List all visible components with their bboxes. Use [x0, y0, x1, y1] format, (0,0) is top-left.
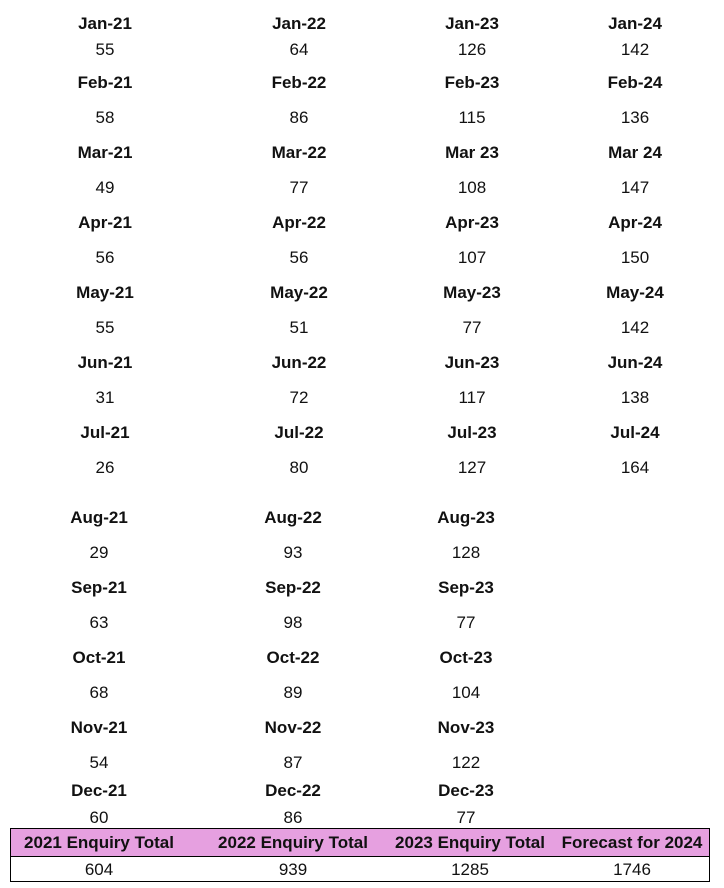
- enquiry-count: 86: [289, 108, 309, 127]
- total-2021-header: 2021 Enquiry Total: [24, 832, 174, 852]
- enquiry-count: 98: [283, 613, 303, 632]
- month-label: Oct-21: [72, 648, 126, 667]
- enquiry-count: 104: [451, 683, 481, 702]
- enquiry-count: 89: [283, 683, 303, 702]
- enquiry-count: 126: [457, 40, 487, 59]
- enquiry-count: 138: [620, 388, 650, 407]
- enquiry-count: 115: [458, 108, 486, 127]
- total-2022-value: 939: [278, 859, 308, 879]
- enquiry-count: 93: [283, 543, 303, 562]
- month-label: Dec-23: [438, 781, 494, 800]
- month-label: Aug-22: [264, 508, 322, 527]
- enquiry-count: 54: [89, 753, 109, 772]
- month-label: Feb-23: [444, 73, 500, 92]
- enquiry-count: 136: [620, 108, 650, 127]
- month-label: Apr-22: [272, 213, 326, 232]
- enquiry-count: 77: [289, 178, 309, 197]
- enquiry-count: 49: [95, 178, 115, 197]
- total-2022-header: 2022 Enquiry Total: [218, 832, 368, 852]
- month-label: Jul-24: [610, 423, 660, 442]
- totals-value-row: [11, 857, 709, 882]
- total-2021-value: 604: [84, 859, 114, 879]
- enquiry-count: 31: [95, 388, 115, 407]
- enquiry-count: 142: [620, 318, 650, 337]
- enquiry-count: 58: [95, 108, 115, 127]
- enquiry-count: 60: [89, 808, 109, 827]
- enquiry-count: 55: [95, 40, 115, 59]
- enquiry-count: 86: [283, 808, 303, 827]
- month-label: Feb-21: [77, 73, 133, 92]
- month-label: Apr-24: [608, 213, 662, 232]
- total-2023-header: 2023 Enquiry Total: [395, 832, 545, 852]
- month-label: Nov-21: [70, 718, 128, 737]
- month-label: Nov-23: [437, 718, 495, 737]
- month-label: Dec-21: [71, 781, 127, 800]
- enquiry-count: 77: [462, 318, 482, 337]
- enquiry-count: 117: [458, 388, 486, 407]
- enquiry-totals-table: [10, 828, 710, 882]
- month-label: Apr-21: [78, 213, 132, 232]
- month-label: Jul-22: [274, 423, 324, 442]
- month-label: Nov-22: [264, 718, 322, 737]
- month-label: Sep-21: [71, 578, 127, 597]
- enquiry-count: 164: [620, 458, 650, 477]
- enquiry-count: 26: [95, 458, 115, 477]
- totals-header-row: [11, 829, 709, 857]
- month-label: Sep-23: [438, 578, 494, 597]
- month-label: Jun-24: [607, 353, 663, 372]
- enquiry-count: 55: [95, 318, 115, 337]
- enquiry-count: 68: [89, 683, 109, 702]
- enquiry-count: 56: [95, 248, 115, 267]
- enquiry-count: 51: [289, 318, 309, 337]
- enquiry-count: 128: [451, 543, 481, 562]
- month-label: Mar-21: [77, 143, 133, 162]
- month-label: Jun-22: [271, 353, 327, 372]
- enquiry-count: 72: [289, 388, 309, 407]
- month-label: May-23: [443, 283, 501, 302]
- enquiry-count: 108: [457, 178, 487, 197]
- forecast-2024-value: 1746: [613, 859, 651, 879]
- month-label: Aug-21: [70, 508, 128, 527]
- enquiry-count: 77: [456, 808, 476, 827]
- enquiry-count: 63: [89, 613, 109, 632]
- month-label: May-22: [270, 283, 328, 302]
- month-label: Jul-21: [80, 423, 130, 442]
- enquiry-count: 122: [451, 753, 481, 772]
- month-label: Oct-23: [439, 648, 493, 667]
- month-label: Apr-23: [445, 213, 499, 232]
- forecast-2024-header: Forecast for 2024: [561, 832, 703, 852]
- enquiry-count: 77: [456, 613, 476, 632]
- month-label: Mar-22: [271, 143, 327, 162]
- enquiry-count: 87: [283, 753, 303, 772]
- month-label: Jun-23: [444, 353, 500, 372]
- month-label: Sep-22: [265, 578, 321, 597]
- enquiry-count: 64: [289, 40, 309, 59]
- month-label: Aug-23: [437, 508, 495, 527]
- month-label: Mar 23: [445, 143, 499, 162]
- month-label: Dec-22: [265, 781, 321, 800]
- month-label: Jan-22: [272, 14, 326, 33]
- total-2023-value: 1285: [451, 859, 489, 879]
- enquiry-count: 150: [620, 248, 650, 267]
- month-label: Mar 24: [608, 143, 662, 162]
- enquiry-count: 147: [620, 178, 650, 197]
- enquiry-count: 29: [89, 543, 109, 562]
- enquiry-count: 107: [457, 248, 487, 267]
- month-label: Jun-21: [77, 353, 133, 372]
- month-label: May-24: [606, 283, 664, 302]
- month-label: Jan-23: [445, 14, 499, 33]
- enquiry-count: 127: [457, 458, 487, 477]
- month-label: Jan-21: [78, 14, 132, 33]
- month-label: Jan-24: [608, 14, 662, 33]
- month-label: Jul-23: [447, 423, 497, 442]
- month-label: Feb-24: [607, 73, 663, 92]
- enquiry-count: 142: [620, 40, 650, 59]
- enquiry-count: 56: [289, 248, 309, 267]
- month-label: Feb-22: [271, 73, 327, 92]
- month-label: May-21: [76, 283, 134, 302]
- enquiry-count: 80: [289, 458, 309, 477]
- month-label: Oct-22: [266, 648, 320, 667]
